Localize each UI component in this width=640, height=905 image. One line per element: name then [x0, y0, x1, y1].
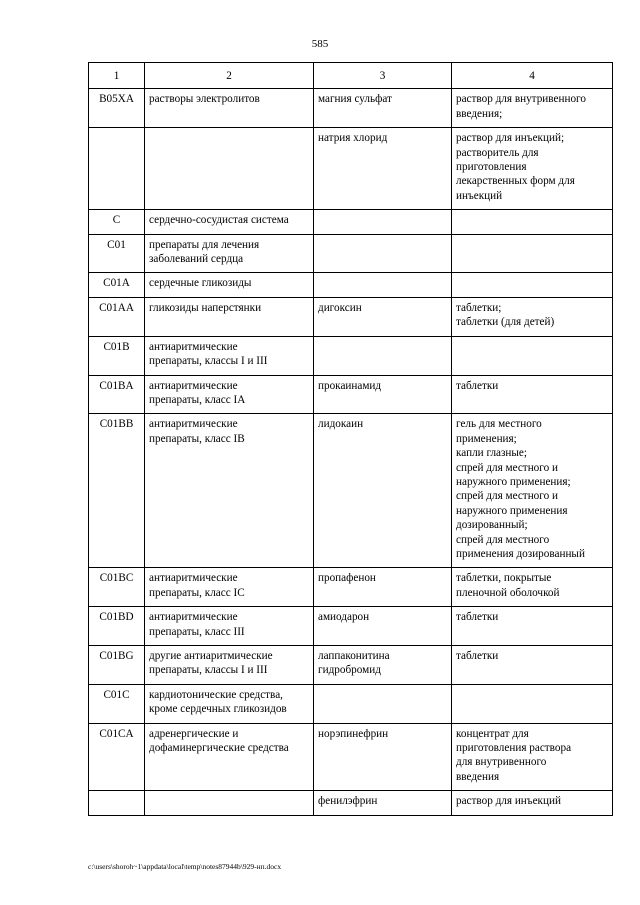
- substance-cell: [314, 297, 452, 336]
- table-row: [89, 684, 613, 723]
- cell-text-line: кардиотонические средства,: [149, 688, 283, 701]
- cell-text-line: инъекций: [456, 189, 503, 202]
- atc-code-cell: C: [89, 210, 145, 234]
- cell-text-line: таблетки: [456, 650, 499, 662]
- cell-text-line: фенилэфрин: [318, 795, 378, 808]
- atc-code-cell: C01BG: [89, 646, 145, 685]
- substance-cell: [314, 684, 452, 723]
- cell-text-line: применения;: [456, 432, 517, 445]
- cell-text-line: магния сульфат: [318, 93, 392, 106]
- substance-cell: [314, 646, 452, 685]
- anatomical-group-cell: [145, 128, 314, 210]
- anatomical-group-cell: [145, 607, 314, 646]
- atc-code-cell: C01CA: [89, 723, 145, 791]
- atc-code-cell: C01A: [89, 273, 145, 297]
- substance-cell: [314, 723, 452, 791]
- cell-text-line: адренергические и: [149, 727, 239, 740]
- atc-code-cell: C01AA: [89, 297, 145, 336]
- cell-text-line: введения: [456, 770, 500, 783]
- cell-text-line: применения дозированный: [456, 547, 585, 560]
- cell-text-line: приготовления: [456, 161, 527, 174]
- column-header-1: 1: [89, 63, 145, 89]
- anatomical-group-cell: [145, 297, 314, 336]
- substance-cell: [314, 273, 452, 297]
- cell-text-line: препараты для лечения: [149, 238, 260, 251]
- dosage-forms-cell: [452, 414, 613, 568]
- cell-text-line: гликозиды наперстянки: [149, 301, 262, 314]
- substance-cell: [314, 568, 452, 607]
- atc-code-cell: C01BB: [89, 414, 145, 568]
- cell-text-line: спрей для местного и: [456, 461, 558, 474]
- table-row: [89, 297, 613, 336]
- cell-text-line: норэпинефрин: [318, 727, 389, 740]
- cell-text-line: растворитель для: [456, 146, 539, 159]
- substance-cell: [314, 607, 452, 646]
- atc-code-cell: C01BD: [89, 607, 145, 646]
- cell-text-line: гидробромид: [318, 664, 381, 677]
- cell-text-line: пленочной оболочкой: [456, 586, 560, 599]
- cell-text-line: раствор для инъекций;: [456, 132, 565, 145]
- dosage-forms-cell: [452, 646, 613, 685]
- cell-text-line: антиаритмические: [149, 340, 238, 353]
- table-row: [89, 568, 613, 607]
- anatomical-group-cell: [145, 723, 314, 791]
- dosage-forms-cell: [452, 297, 613, 336]
- dosage-forms-cell: [452, 336, 613, 375]
- cell-text-line: таблетки: [456, 611, 499, 624]
- anatomical-group-cell: [145, 210, 314, 234]
- cell-text-line: сердечно-сосудистая система: [149, 214, 289, 227]
- table-row: [89, 128, 613, 210]
- column-header-4: 4: [452, 63, 613, 89]
- table-header-row: [89, 63, 613, 89]
- dosage-forms-cell: [452, 128, 613, 210]
- cell-text-line: спрей для местного и: [456, 490, 558, 503]
- cell-text-line: для внутривенного: [456, 756, 547, 769]
- substance-cell: [314, 336, 452, 375]
- cell-text-line: антиаритмические: [149, 379, 238, 392]
- dosage-forms-cell: [452, 607, 613, 646]
- anatomical-group-cell: [145, 336, 314, 375]
- dosage-forms-cell: [452, 791, 613, 815]
- atc-code-cell: C01BA: [89, 375, 145, 414]
- cell-text-line: прокаинамид: [318, 379, 382, 392]
- cell-text-line: таблетки;: [456, 301, 502, 314]
- atc-code-cell: C01: [89, 234, 145, 273]
- dosage-forms-cell: [452, 234, 613, 273]
- cell-text-line: препараты, класс IA: [149, 393, 246, 406]
- cell-text-line: дозированный;: [456, 519, 528, 532]
- page-number: 585: [311, 38, 329, 50]
- cell-text-line: амиодарон: [318, 611, 370, 624]
- dosage-forms-cell: [452, 375, 613, 414]
- table-row: [89, 791, 613, 815]
- table-row: [89, 723, 613, 791]
- cell-text-line: натрия хлорид: [318, 132, 388, 145]
- table-row: [89, 234, 613, 273]
- table-body: [89, 89, 613, 815]
- table-row: [89, 273, 613, 297]
- substance-cell: [314, 791, 452, 815]
- cell-text-line: препараты, классы I и III: [149, 664, 268, 677]
- cell-text-line: препараты, классы I и III: [149, 355, 268, 368]
- anatomical-group-cell: [145, 273, 314, 297]
- cell-text-line: растворы электролитов: [149, 93, 260, 106]
- dosage-forms-cell: [452, 210, 613, 234]
- cell-text-line: наружного применения: [456, 504, 568, 517]
- cell-text-line: препараты, класс III: [149, 625, 245, 638]
- drug-table: [88, 62, 613, 816]
- cell-text-line: пропафенон: [318, 572, 376, 585]
- table-row: [89, 646, 613, 685]
- column-header-3: 3: [314, 63, 452, 89]
- cell-text-line: лекарственных форм для: [456, 175, 575, 188]
- atc-code-cell: [89, 128, 145, 210]
- anatomical-group-cell: [145, 646, 314, 685]
- cell-text-line: заболеваний сердца: [149, 253, 244, 266]
- cell-text-line: антиаритмические: [149, 572, 238, 585]
- cell-text-line: спрей для местного: [456, 533, 550, 546]
- footer-file-path: c:\users\shoroh~1\appdata\local\temp\notes87944b\929-нп.docx: [88, 862, 282, 871]
- cell-text-line: капли глазные;: [456, 447, 528, 460]
- substance-cell: [314, 234, 452, 273]
- cell-text-line: концентрат для: [456, 727, 529, 740]
- cell-text-line: другие антиаритмические: [149, 650, 273, 662]
- dosage-forms-cell: [452, 568, 613, 607]
- anatomical-group-cell: [145, 568, 314, 607]
- substance-cell: [314, 375, 452, 414]
- cell-text-line: препараты, класс IC: [149, 586, 245, 599]
- atc-code-cell: C01BC: [89, 568, 145, 607]
- atc-code-cell: B05XA: [89, 89, 145, 128]
- substance-cell: [314, 210, 452, 234]
- cell-text-line: введения;: [456, 107, 503, 120]
- substance-cell: [314, 414, 452, 568]
- cell-text-line: приготовления раствора: [456, 742, 572, 755]
- cell-text-line: лаппаконитина: [318, 650, 390, 662]
- dosage-forms-cell: [452, 723, 613, 791]
- substance-cell: [314, 128, 452, 210]
- cell-text-line: дофаминергические средства: [149, 742, 289, 755]
- table-row: [89, 89, 613, 128]
- anatomical-group-cell: [145, 791, 314, 815]
- substance-cell: [314, 89, 452, 128]
- table-row: [89, 414, 613, 568]
- anatomical-group-cell: [145, 234, 314, 273]
- anatomical-group-cell: [145, 89, 314, 128]
- table-row: [89, 210, 613, 234]
- dosage-forms-cell: [452, 684, 613, 723]
- anatomical-group-cell: [145, 414, 314, 568]
- cell-text-line: гель для местного: [456, 418, 542, 431]
- cell-text-line: антиаритмические: [149, 418, 238, 431]
- cell-text-line: наружного применения;: [456, 475, 571, 488]
- cell-text-line: дигоксин: [318, 301, 362, 314]
- cell-text-line: таблетки (для детей): [456, 316, 555, 329]
- anatomical-group-cell: [145, 684, 314, 723]
- atc-code-cell: [89, 791, 145, 815]
- atc-code-cell: C01C: [89, 684, 145, 723]
- cell-text-line: препараты, класс IB: [149, 432, 245, 445]
- cell-text-line: таблетки: [456, 379, 499, 392]
- cell-text-line: раствор для инъекций: [456, 795, 561, 808]
- table-row: [89, 336, 613, 375]
- dosage-forms-cell: [452, 273, 613, 297]
- cell-text-line: лидокаин: [318, 418, 364, 431]
- table-row: [89, 607, 613, 646]
- dosage-forms-cell: [452, 89, 613, 128]
- column-header-2: 2: [145, 63, 314, 89]
- anatomical-group-cell: [145, 375, 314, 414]
- cell-text-line: кроме сердечных гликозидов: [149, 703, 287, 716]
- cell-text-line: сердечные гликозиды: [149, 277, 252, 290]
- table-row: [89, 375, 613, 414]
- cell-text-line: таблетки, покрытые: [456, 572, 552, 585]
- cell-text-line: антиаритмические: [149, 611, 238, 624]
- cell-text-line: раствор для внутривенного: [456, 93, 586, 106]
- atc-code-cell: C01B: [89, 336, 145, 375]
